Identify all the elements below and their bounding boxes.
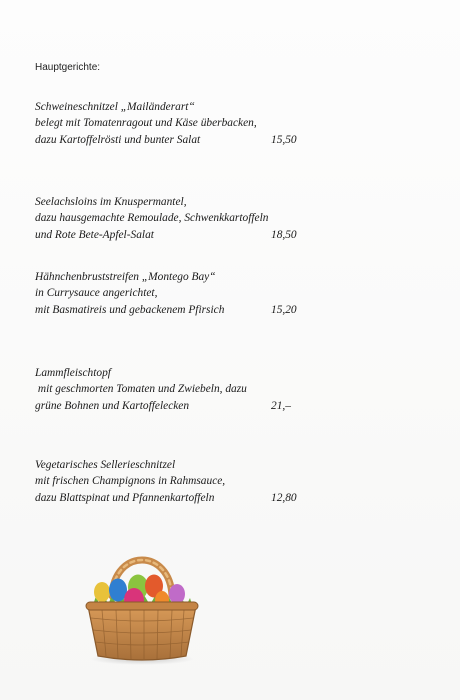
dish-description: in Currysauce angerichtet, bbox=[35, 287, 158, 300]
dish-description: dazu Kartoffelrösti und bunter Salat bbox=[35, 133, 201, 146]
section-title: Hauptgerichte: bbox=[35, 62, 101, 73]
dish-price: 15,20 bbox=[271, 303, 297, 316]
menu-item bbox=[35, 194, 335, 243]
menu-item bbox=[35, 269, 335, 318]
dish-description: mit geschmorten Tomaten und Zwiebeln, dazu bbox=[35, 383, 247, 396]
dish-price: 12,80 bbox=[271, 491, 297, 504]
easter-basket-icon bbox=[82, 538, 202, 666]
dish-description: grüne Bohnen und Kartoffelecken bbox=[35, 399, 190, 412]
dish-price: 21,– bbox=[271, 399, 291, 412]
menu-item bbox=[35, 99, 335, 148]
dish-price: 15,50 bbox=[271, 133, 297, 146]
dish-name: Hähnchenbruststreifen „Montego Bay“ bbox=[35, 271, 216, 283]
dish-description: und Rote Bete-Apfel-Salat bbox=[35, 228, 154, 241]
dish-name: Seelachsloins im Knuspermantel, bbox=[35, 196, 187, 208]
dish-description: belegt mit Tomatenragout und Käse überbacken, bbox=[35, 117, 257, 130]
dish-price: 18,50 bbox=[271, 228, 297, 241]
dish-name: Vegetarisches Sellerieschnitzel bbox=[35, 459, 176, 471]
menu-item bbox=[35, 365, 335, 414]
dish-description: dazu Blattspinat und Pfannenkartoffeln bbox=[35, 491, 215, 504]
dish-name: Lammfleischtopf bbox=[35, 367, 111, 379]
menu-item bbox=[35, 457, 335, 506]
egg bbox=[94, 582, 110, 602]
dish-description: dazu hausgemachte Remoulade, Schwenkkartoffeln bbox=[35, 212, 269, 225]
dish-description: mit frischen Champignons in Rahmsauce, bbox=[35, 475, 226, 488]
dish-name: Schweineschnitzel „Mailänderart“ bbox=[35, 101, 195, 113]
egg bbox=[169, 584, 185, 604]
dish-description: mit Basmatireis und gebackenem Pfirsich bbox=[35, 303, 225, 316]
